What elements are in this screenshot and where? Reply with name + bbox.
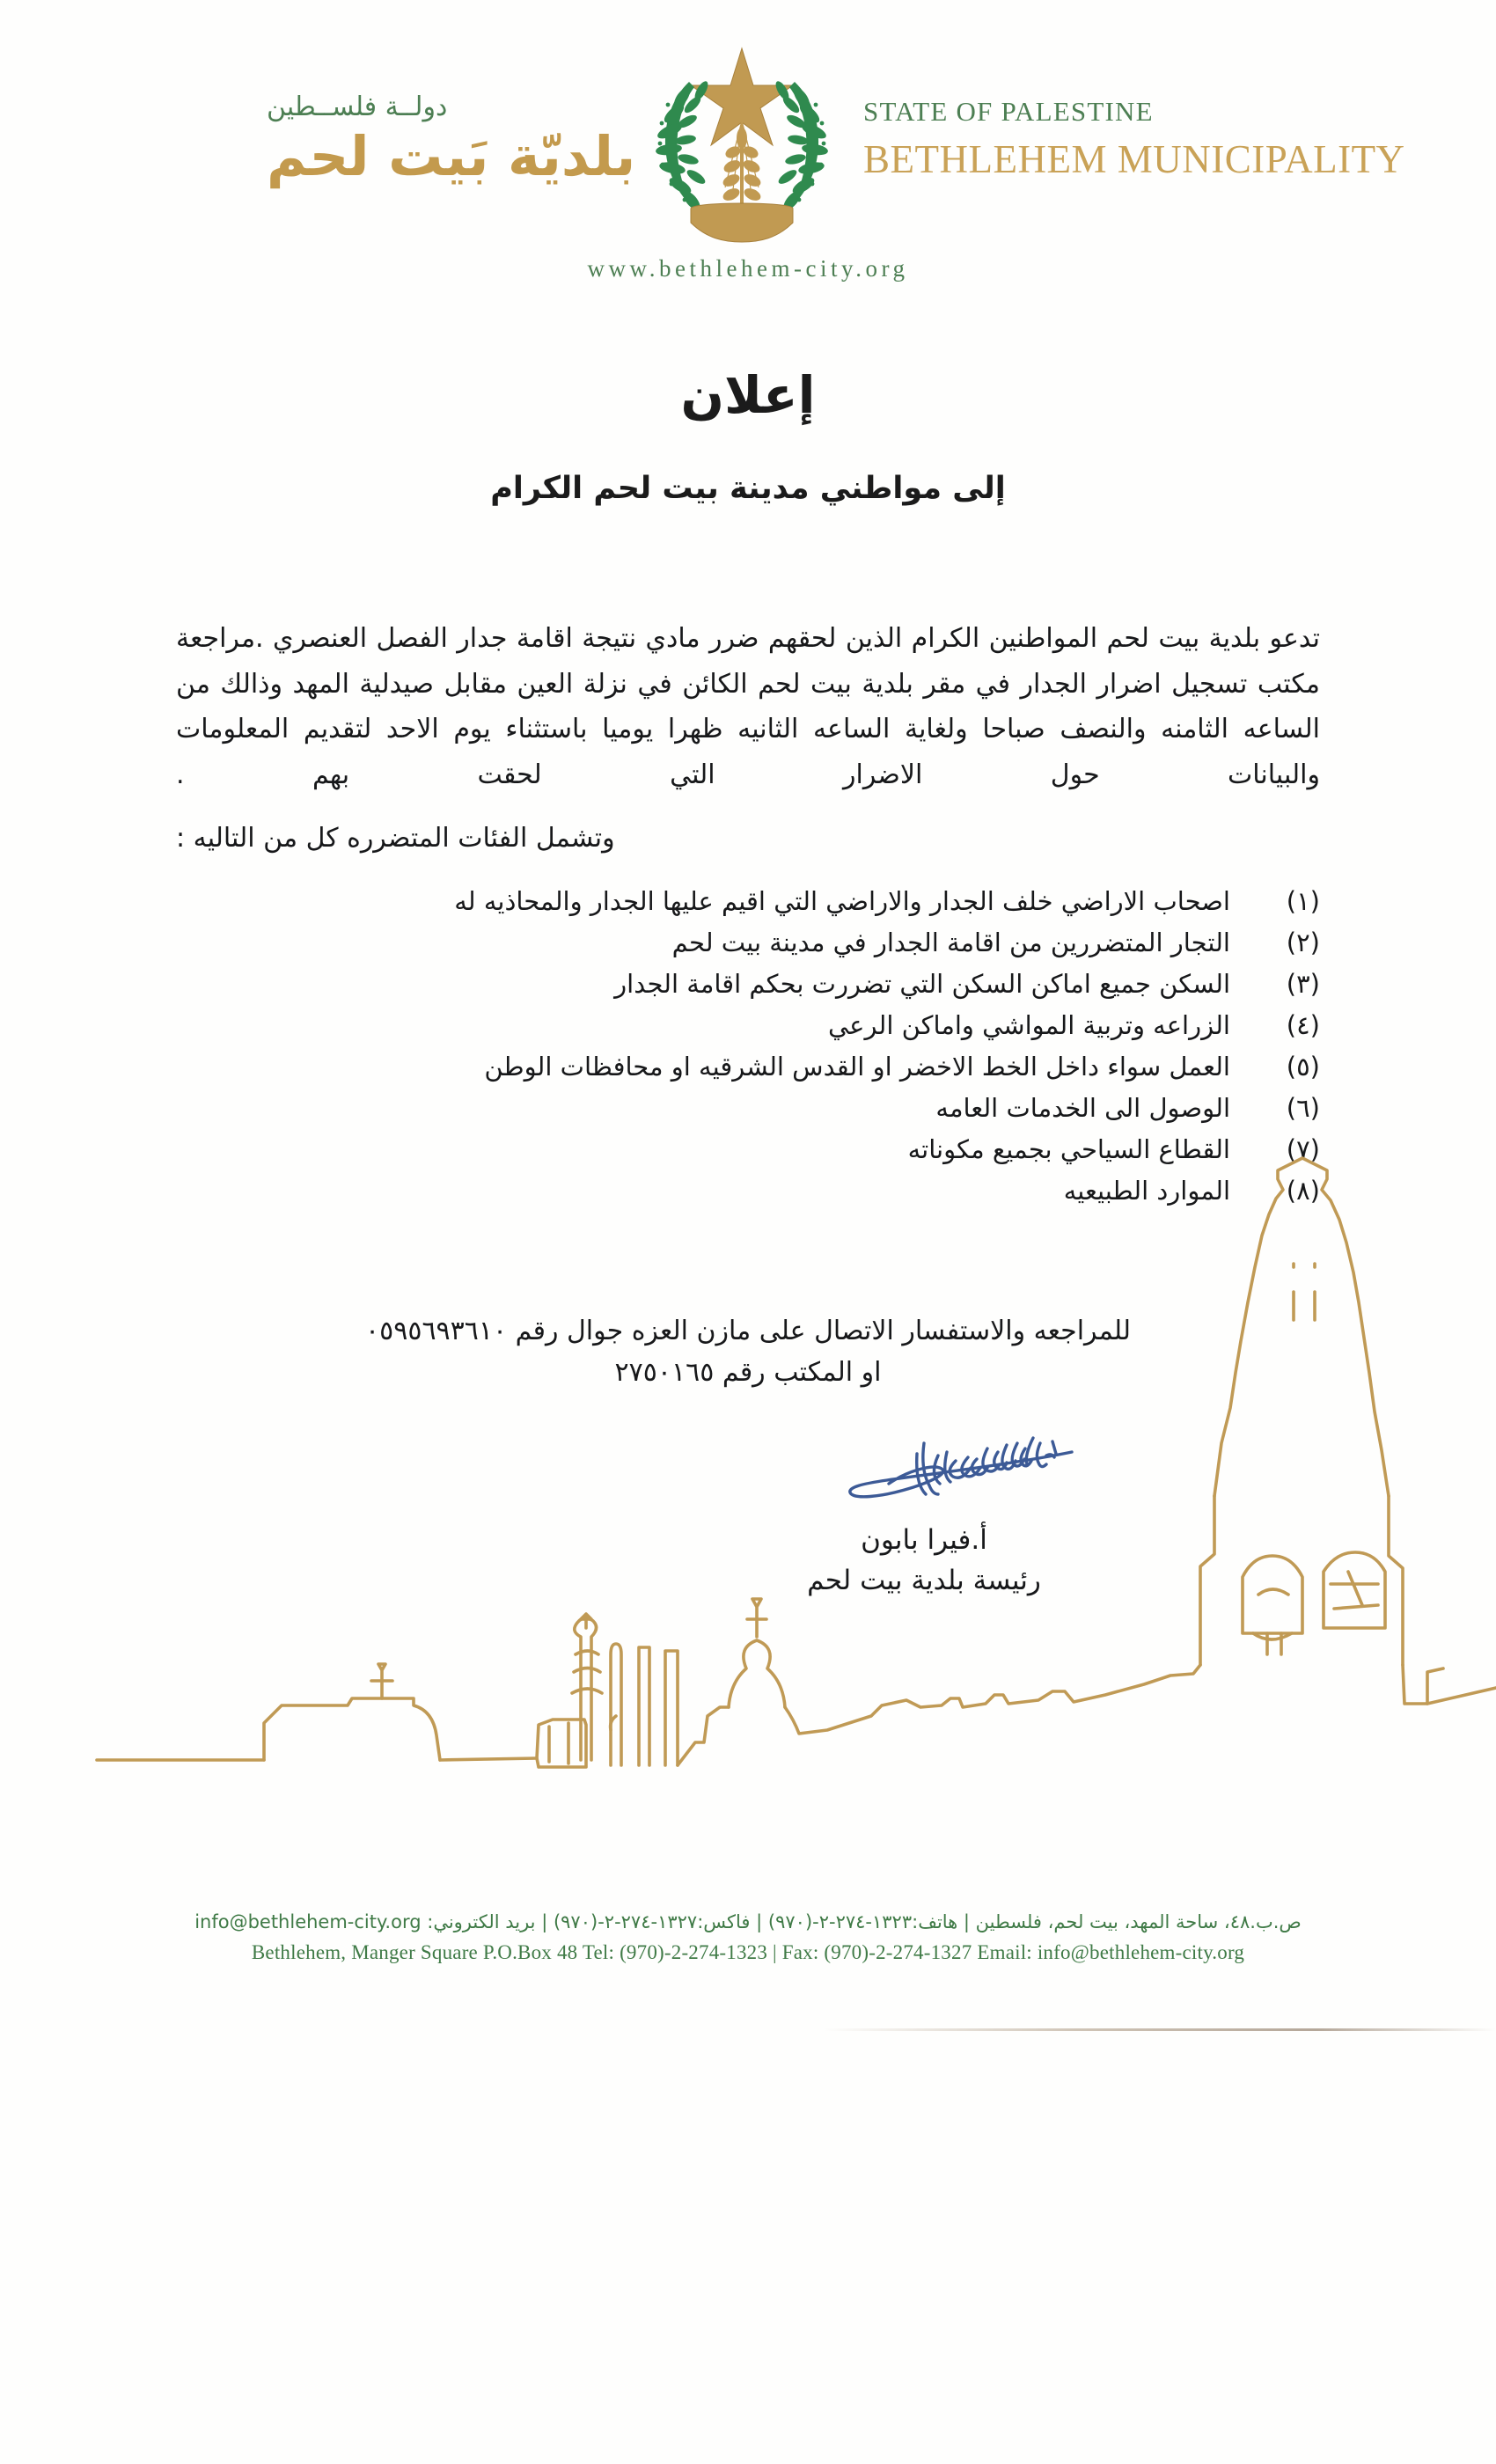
scan-edge-artifact <box>0 2028 1496 2031</box>
list-item-label: الوصول الى الخدمات العامه <box>935 1093 1230 1123</box>
letterhead-arabic <box>254 92 636 188</box>
list-item-label: القطاع السياحي بجميع مكوناته <box>907 1134 1230 1164</box>
categories-intro: وتشمل الفئات المتضرره كل من التاليه : <box>176 823 615 854</box>
letterhead-english-state: STATE OF PALESTINE <box>863 96 1154 127</box>
affected-categories-list <box>176 886 1320 1220</box>
letterhead-arabic-municipality: بلديّة بَيت لحم <box>267 124 636 188</box>
list-item <box>176 1134 1320 1164</box>
list-item <box>176 1054 1320 1080</box>
list-item <box>176 1093 1320 1123</box>
page-title: إعلان <box>680 365 816 425</box>
list-item-number: (٥) <box>1286 1052 1320 1082</box>
body-paragraph: تدعو بلدية بيت لحم المواطنين الكرام الذين لحقهم ضرر مادي نتيجة اقامة جدار الفصل العنصري .مراجعة مكتب تسجيل اضرار الجدار في مقر بلدية بيت لحم الكائن في نزلة العين مقابل صيدلية المهد وذالك من الساعه الثامنه والنصف صباحا ولغاية الساعه الثانيه ظهرا يوميا باستثناء يوم الاحد لتقديم المعلومات والبيانات حول الاضرار التي لحقت بهم . <box>176 623 1320 790</box>
footer-english-contact: Bethlehem, Manger Square P.O.Box 48 Tel: (970)-2-274-1323 | Fax: (970)-2-274-1327 Email: info@bethlehem-city.org <box>251 1941 1245 1963</box>
list-item-number: (٨) <box>1286 1176 1320 1206</box>
signer-name: أ.فيرا بابون <box>861 1524 987 1556</box>
list-item-label: السكن جميع اماكن السكن التي تضررت بحكم اقامة الجدار <box>614 969 1230 999</box>
letterhead-english-municipality: BETHLEHEM MUNICIPALITY <box>863 137 1405 181</box>
signer-role: رئيسة بلدية بيت لحم <box>807 1565 1041 1596</box>
footer-arabic-contact: ص.ب.٤٨، ساحة المهد، بيت لحم، فلسطين | هاتف:١٣٢٣-٢٧٤-٢-(٩٧٠) | فاكس:١٣٢٧-٢٧٤-٢-(٩٧٠) | بريد الكتروني: info@bethlehem-city.org <box>194 1911 1302 1932</box>
letterhead-website: www.bethlehem-city.org <box>587 255 909 282</box>
list-item <box>176 886 1320 916</box>
list-item-number: (٣) <box>1286 969 1320 999</box>
list-item-number: (٦) <box>1286 1093 1320 1123</box>
list-item <box>176 1178 1320 1204</box>
list-item-label: التجار المتضررين من اقامة الجدار في مدينة بيت لحم <box>671 928 1230 957</box>
letterhead-row <box>0 33 1496 245</box>
list-item <box>176 969 1320 999</box>
handwritten-signature-icon <box>845 1417 1135 1522</box>
palestine-state-emblem-icon <box>636 36 847 243</box>
footer <box>0 1911 1496 1964</box>
signature-block <box>739 1433 1109 1596</box>
contact-office-line: او المكتب رقم ٢٧٥٠١٦٥ <box>614 1356 882 1388</box>
page-subtitle: إلى مواطني مدينة بيت لحم الكرام <box>490 471 1006 506</box>
letterhead-english <box>847 96 1405 182</box>
list-item-label: الموارد الطبيعيه <box>1063 1176 1230 1206</box>
letterhead <box>0 16 1496 306</box>
list-item-label: اصحاب الاراضي خلف الجدار والاراضي التي اقيم عليها الجدار والمحاذيه له <box>454 886 1230 916</box>
list-item-number: (٤) <box>1286 1010 1320 1040</box>
contact-mobile-line: للمراجعه والاستفسار الاتصال على مازن العزه جوال رقم ٠٥٩٥٦٩٣٦١٠ <box>364 1316 1132 1346</box>
list-item-number: (٢) <box>1286 928 1320 957</box>
letterhead-arabic-state: دولــة فلســطين <box>267 92 448 122</box>
list-item-number: (١) <box>1286 886 1320 916</box>
list-item <box>176 1010 1320 1040</box>
list-item-number: (٧) <box>1286 1134 1320 1164</box>
list-item <box>176 930 1320 956</box>
list-item-label: العمل سواء داخل الخط الاخضر او القدس الشرقيه او محافظات الوطن <box>484 1052 1230 1082</box>
announcement-body <box>176 616 1320 803</box>
contact-info <box>176 1311 1320 1393</box>
list-item-label: الزراعه وتربية المواشي واماكن الرعي <box>828 1010 1230 1040</box>
